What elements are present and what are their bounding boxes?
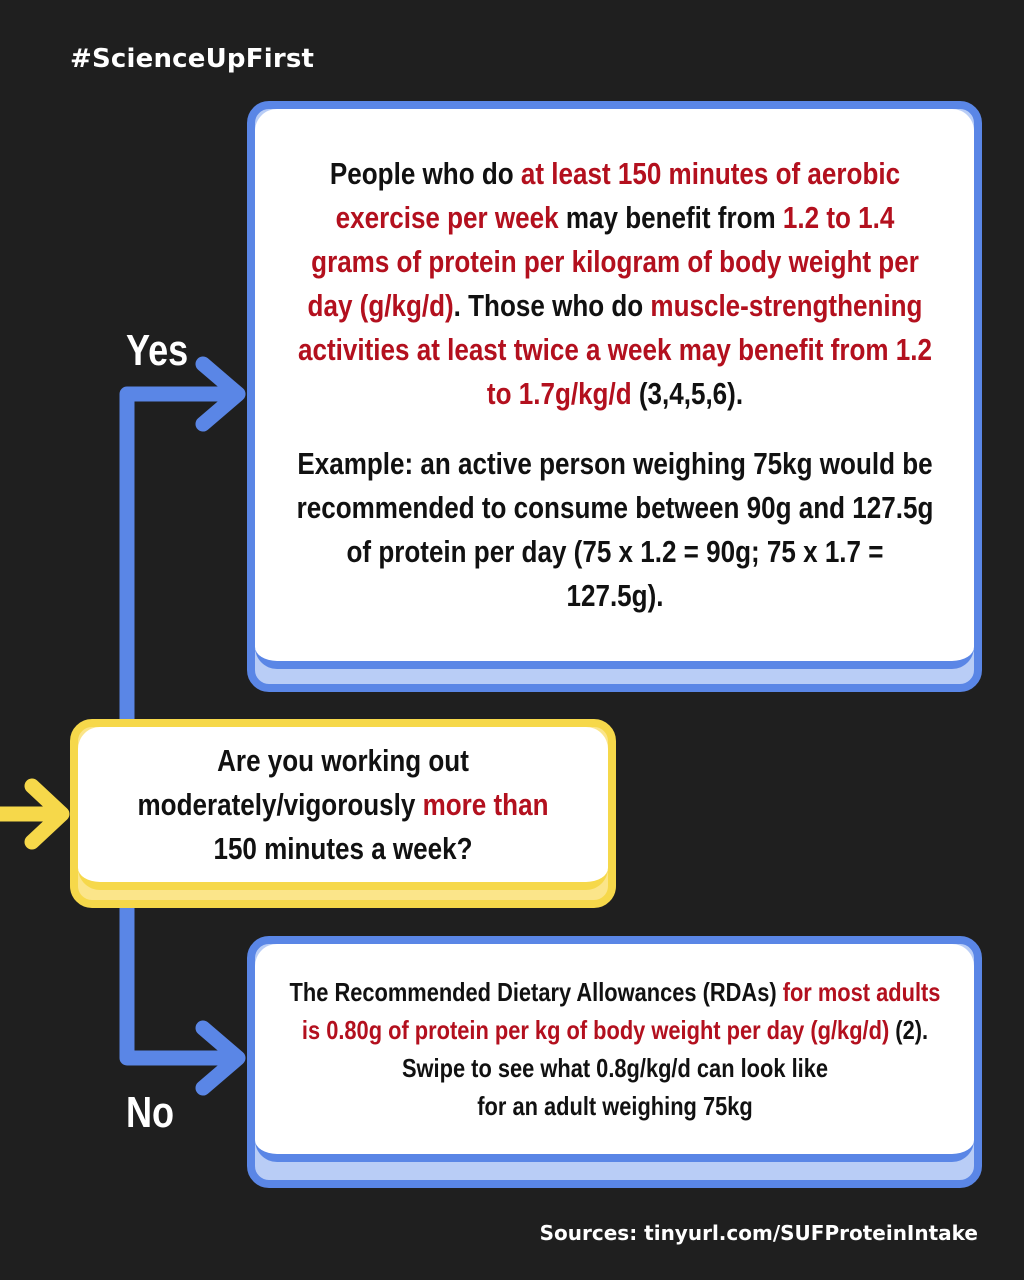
- yes-paragraph-1: People who do at least 150 minutes of aerobic exercise per week may benefit from 1.2 to 1.4 grams of protein per kilogram of body weight per day (g/kg/d). Those who do muscle-strengthening activities at least twice a week may benefit from 1.2 to 1.7g/kg/d (3,4,5,6).: [297, 156, 932, 411]
- no-answer-text: The Recommended Dietary Allowances (RDAs) for most adults is 0.80g of protein per kg of body weight per day (g/kg/d) (2). Swipe to see what 0.8g/kg/d can look like for an adult weighing 75kg: [289, 977, 940, 1121]
- yes-connector-line: [127, 394, 236, 725]
- no-answer-card: [247, 936, 982, 1188]
- yes-paragraph-example: Example: an active person weighing 75kg would be recommended to consume between 90g and 127.5g of protein per day (75 x 1.2 = 90g; 75 x 1.7 = 127.5g).: [296, 446, 933, 613]
- no-label: No: [126, 1088, 175, 1137]
- question-card: [70, 719, 616, 908]
- sources-link: Sources: tinyurl.com/SUFProteinIntake: [539, 1221, 978, 1245]
- yes-label: Yes: [126, 326, 189, 375]
- question-card-face: [78, 727, 608, 890]
- yes-answer-card-face: [255, 109, 974, 669]
- yes-answer-card: [247, 101, 982, 692]
- question-text: Are you working out moderately/vigorously more than 150 minutes a week?: [137, 742, 549, 866]
- hashtag: #ScienceUpFirst: [70, 44, 315, 74]
- entry-arrow-icon: [0, 786, 62, 842]
- no-answer-card-face: [255, 944, 974, 1162]
